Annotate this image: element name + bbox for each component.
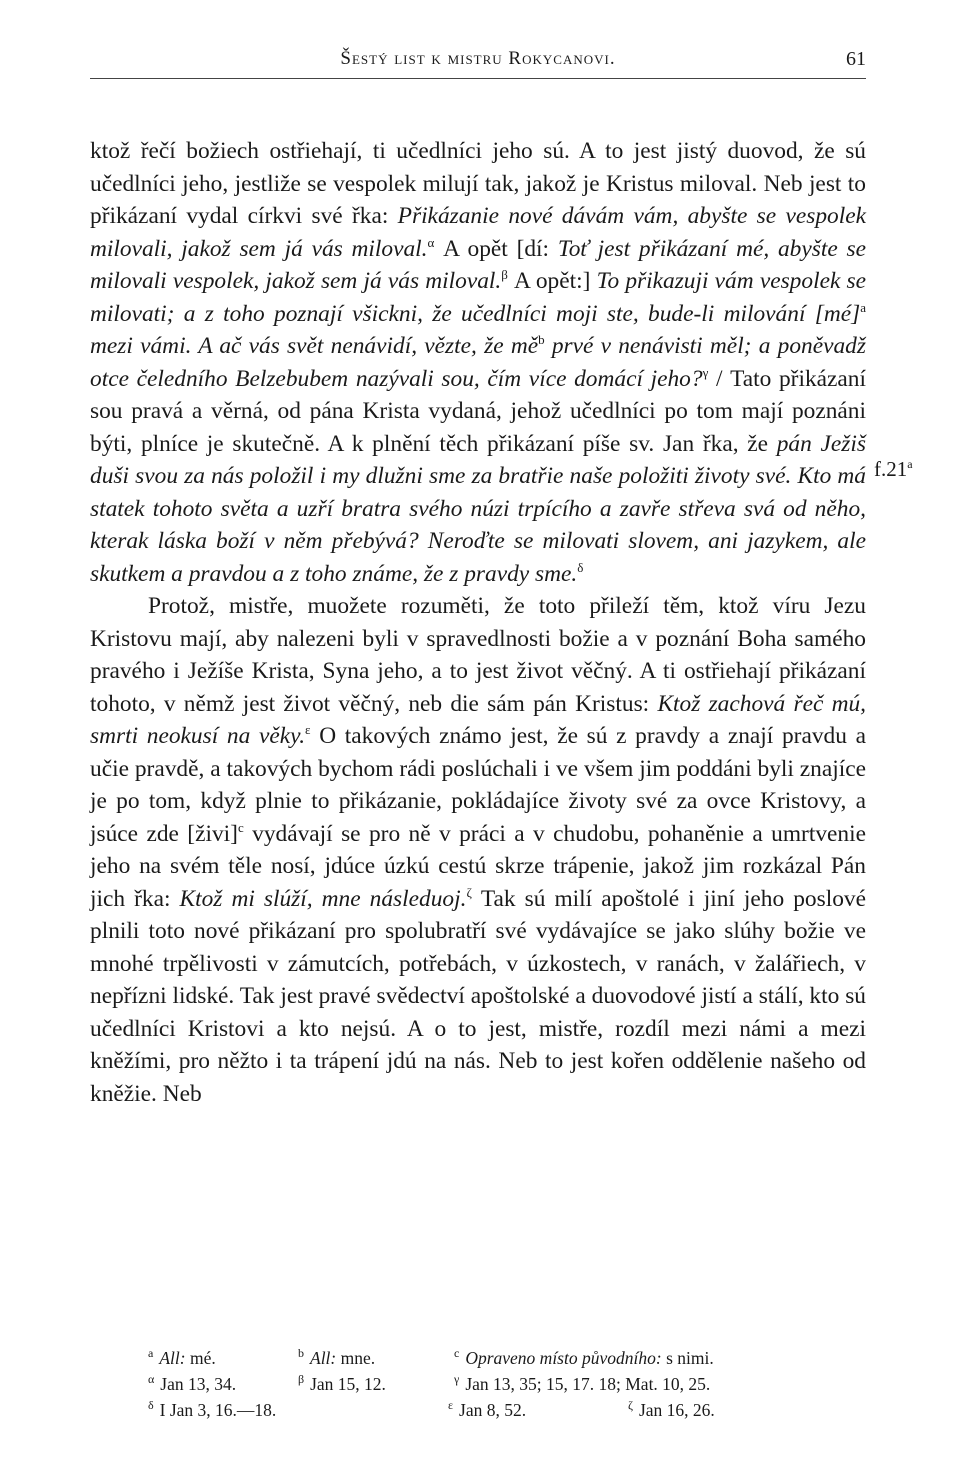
running-title: Šestý list k mistru Rokycanovi. — [340, 48, 616, 69]
margin-folio-side: a — [907, 457, 913, 471]
reference-mark: δ — [577, 559, 584, 575]
footnote-mark: γ — [454, 1372, 460, 1387]
footnote-mark: ε — [448, 1398, 454, 1413]
footnote-text: I Jan 3, 16.—18. — [159, 1400, 277, 1420]
margin-folio-note — [874, 457, 913, 482]
text-run: O takových známo jest, že sú z pravdy a znají pravdu a učie pravdě, a takových bychom rádi poslúchali i ve všem jim poddáni byli znajíce je po tom, když plnie to přikázanie, pokládajíce životy své za ovce Kristovy, a jsúce zde [živi] — [90, 723, 866, 847]
footnote-item — [448, 1397, 526, 1423]
footnote-source: All: — [159, 1348, 186, 1368]
variant-mark: b — [538, 332, 545, 348]
footnote-text: Jan 13, 34. — [160, 1374, 237, 1394]
footnote-text: Jan 16, 26. — [638, 1400, 715, 1420]
bible-quote: prvé v nenávisti měl; a poněvadž otce čeledního Belzebubem nazývali sou, čím více domácí jeho? — [90, 333, 866, 392]
bible-quote: Toť jest přikázaní mé, abyšte se milovali vespolek, jakož sem já vás miloval. — [90, 235, 866, 294]
reference-mark: γ — [702, 364, 709, 380]
text-run: Protož, mistře, muožete rozuměti, že toto přileží těm, ktož víru Jezu Kristovu mají, aby nalezeni byli v spravedlnosti božie a v poznání Boha samého pravého i Ježíše Krista, Syna jeho, a to jest život věčný. A ti ostřiehají přikázaní tohoto, v němž jest život věčný, neb die sám pán Kristus: — [90, 593, 866, 717]
footnote-mark: c — [454, 1346, 460, 1361]
footnote-mark: β — [298, 1372, 305, 1387]
footnote-item — [298, 1345, 375, 1371]
bible-quote: pán Ježiš duši svou za nás položil i my dlužni sme za bratřie naše položiti životy své. Kto má statek tohoto světa a uzří bratra svého núzi trpícího a zavře střeva svá od něho, kterak láska boží v něm přebývá? Neroďte se milovati slovem, ani jazykem, ale skutkem a pravdou a z toho známe, že z pravdy sme. — [90, 430, 866, 587]
footnote-text: mé. — [185, 1348, 216, 1368]
footnote-row-references — [148, 1397, 848, 1423]
reference-mark: ζ — [466, 884, 472, 900]
footnote-mark: α — [148, 1372, 155, 1387]
footnote-item — [628, 1397, 715, 1423]
footnote-item — [454, 1371, 710, 1397]
text-run: A opět:] — [507, 268, 597, 294]
variant-mark: a — [860, 299, 866, 315]
page-header — [90, 44, 866, 79]
bible-quote: mezi vámi. A ač vás svět nenávidí, vězte, že mě — [90, 333, 539, 359]
footnote-source: Opraveno místo původního: — [465, 1348, 662, 1368]
reference-mark: ε — [305, 722, 311, 738]
bible-quote: Ktož mi slúží, mne následuoj. — [179, 885, 467, 912]
bible-quote: To přikazuji vám vespolek se milovati; a z toho poznají všickni, že učedlníci moji ste, bude-li milování [mé] — [90, 268, 866, 327]
footnote-mark: a — [148, 1346, 154, 1361]
footnote-text: Jan 15, 12. — [310, 1374, 386, 1394]
paragraph-1 — [90, 135, 866, 590]
footnote-mark: ζ — [628, 1398, 633, 1413]
footnote-item — [454, 1345, 714, 1371]
paragraph-2 — [90, 590, 866, 1110]
footnote-text: mne. — [336, 1348, 376, 1368]
footnote-item — [148, 1397, 276, 1423]
footnote-text: Jan 13, 35; 15, 17. 18; Mat. 10, 25. — [465, 1374, 711, 1394]
text-run: ktož řečí božiech ostřiehají, ti učedlníci jeho sú. A to jest jistý duovod, že sú učedlníci jeho, jestliže se vespolek milují tak, jakož je Kristus miloval. Neb jest to přikázaní vydal církvi své řka: — [90, 138, 866, 229]
footnote-text: Jan 8, 52. — [459, 1400, 527, 1420]
footnote-source: All: — [310, 1348, 337, 1368]
footnote-text: s nimi. — [661, 1348, 714, 1368]
footnote-row-references — [148, 1371, 848, 1397]
page-number: 61 — [846, 48, 866, 70]
footnotes — [148, 1345, 848, 1423]
footnote-mark: b — [298, 1346, 304, 1361]
margin-folio-number: f.21 — [874, 457, 908, 481]
footnote-item — [298, 1371, 386, 1397]
bible-quote: Přikázanie nové dávám vám, abyšte se vespolek milovali, jakož sem já vás miloval. — [90, 203, 866, 262]
footnote-item — [148, 1345, 216, 1371]
variant-mark: c — [237, 819, 244, 835]
bible-quote: Ktož zachová řeč mú, smrti neokusí na věky. — [90, 690, 866, 749]
footnote-row-variants — [148, 1345, 848, 1371]
footnote-item — [148, 1371, 236, 1397]
text-run: Tak sú milí apoštolé i jiní jeho poslové plnili toto nové přikázaní pro spolubratří své vydávajíce se jako slúhy božie ve mnohé trpělivosti v zámutcích, potřebách, v úzkostech, v ranách, v žalářiech, v nepřízni lidské. Tak jest pravé svědectví apoštolské a duovodové jistí a stálí, kto sú učedlníci Kristovi a kto nejsú. A o to jest, mistře, rozdíl mezi námi a mezi kněžími, pro něžto i ta trápení jdú na nás. Neb to jest kořen oddělenie našeho od kněžie. Neb — [90, 885, 866, 1107]
reference-mark: α — [427, 234, 435, 250]
text-run: vydávají se pro ně v práci a v chudobu, pohaněnie a umrtvenie jeho na svém těle nosí, jdúce úzkú cestú skrze trápenie, jakož jim rozkázal Pán jich řka: — [90, 820, 866, 912]
text-run: / Tato přikázaní sou pravá a věrná, od pána Krista vydaná, jehož učedlníci po tom mají poznáni býti, plníce je skutečně. A k plnění těch přikázaní píše sv. Jan řka, že — [90, 365, 866, 457]
text-run: A opět [dí: — [434, 235, 558, 262]
reference-mark: β — [501, 267, 508, 283]
footnote-mark: δ — [148, 1398, 154, 1413]
main-text — [90, 135, 866, 1110]
